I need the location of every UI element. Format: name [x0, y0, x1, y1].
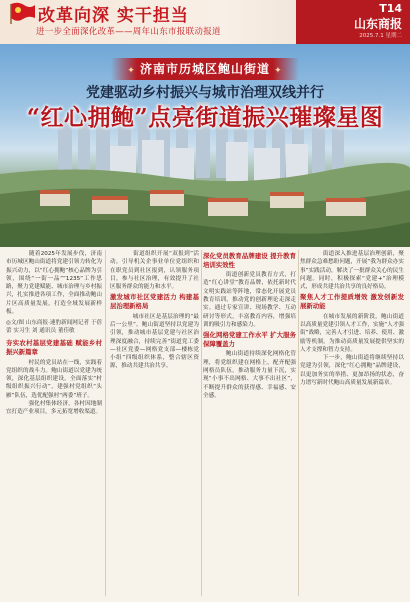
subheading: 夯实农村基层党建基础 赋能乡村振兴新篇章 — [6, 339, 102, 356]
subheading: 激发城市社区党建活力 构建基层治理新格局 — [110, 293, 199, 311]
party-flag-icon — [10, 2, 36, 24]
column-divider — [105, 250, 106, 596]
section-name: 山东商报 — [353, 17, 402, 31]
column-divider — [298, 250, 299, 596]
issue-date: 2025.7.1 星期二 — [359, 33, 402, 39]
star-icon: ✦ — [127, 66, 140, 76]
body-paragraph: 街道创新党员教育方式，打造“红心讲堂”教育品牌，依托新时代文明实践站等阵地，常态化开展党员教育培训，推动党的创新理论走深走实。通过专家宣讲、现场教学、互动研讨等形式，丰富教育内容，增强培训的吸引力和感染力。 — [203, 272, 296, 328]
body-paragraph: 村民的党员站在一线，实践着党组织的战斗力。鲍山街道以党建为统领，深化基层组织建设，全面落实“村级组织振兴行动”，建强村党组织“头雁”队伍，选优配强村“两委”班子。 — [6, 359, 102, 399]
article-kicker: 党建驱动乡村振兴与城市治理双线并行 — [86, 85, 324, 101]
subheading: 聚焦人才工作提质增效 激发创新发展新动能 — [300, 293, 404, 311]
column-divider — [201, 250, 202, 596]
byline: ◎文/图 山东商报·速豹新闻网记者 于蓓蕾 实习生 刘 通讯员 董佳敏 — [6, 320, 103, 335]
column-a — [6, 250, 102, 417]
subheading: 深化党员教育品牌建设 提升教育培训实效性 — [203, 252, 296, 269]
body-paragraph: 下一步，鲍山街道将继续坚持以党建为引领，深化“红心拥鲍”品牌建设，以更加务实的举措、更加昂扬的状态，奋力谱写新时代鲍山高质量发展新篇章。 — [300, 355, 404, 387]
location-tag — [111, 58, 299, 80]
page-header-block — [296, 0, 410, 44]
body-paragraph: 城市社区是基层治理的“最后一公里”。鲍山街道坚持以党建为引领，推动城市基层党建与社区治理深度融合，持续完善“街道党工委—社区党委—网格党支部—楼栋党小组”四级组织体系，整合辖区资源，推动共建共治共享。 — [110, 313, 199, 370]
lead-paragraph: 随着2025年发展步伐，济南市历城区鲍山街道将党建引领力转化为振兴动力，以“红心拥鲍”核心品牌为引领，围绕“一街一品”“1235”工作思路，聚力党建赋能、城市治理与乡村振兴，扎实推进各项工作，全面推动鲍山片区高质量发展，打造全域发展新样板。 — [6, 251, 102, 316]
banner-subtitle: 进一步全面深化改革——周年山东市报联动报道 — [36, 27, 221, 37]
body-paragraph: 强化村集体经济，各村因地制宜打造产业项目，多元拓宽增收渠道。 — [6, 401, 102, 416]
column-c — [203, 250, 296, 400]
body-paragraph: 街道深入推进基层治理创新，聚焦群众急难愁盼问题，开展“我为群众办实事”实践活动，解决了一批群众关心的民生问题。同时，积极探索“党建+”治理模式，形成共建共治共享的良好格局。 — [300, 251, 404, 291]
page-number: T14 — [379, 2, 402, 15]
article-headline: “红心拥鲍”点亮街道振兴璀璨星图 — [26, 104, 384, 131]
body-paragraph: 在城市发展的新阶段，鲍山街道以高质量党建引领人才工作，实施“人才强街”战略，完善人才引进、培养、使用、激励等机制，为推动高质量发展提供坚实的人才支撑和智力支持。 — [300, 313, 404, 353]
location-tag-text: 济南市历城区鲍山街道 — [139, 62, 270, 76]
column-b — [110, 250, 199, 371]
top-banner — [0, 0, 410, 44]
column-d — [300, 250, 404, 387]
star-icon: ✦ — [270, 66, 283, 76]
body-paragraph: 街道组织开展“双报到”活动，引导机关企事业单位党组织和在职党员到社区报到，认领服务项目，参与社区治理，有效提升了社区服务群众的能力和水平。 — [110, 251, 199, 291]
subheading: 强化网格党建工作水平 扩大服务保障覆盖力 — [203, 331, 296, 348]
banner-title: 改革向深 实干担当 — [38, 6, 189, 26]
body-paragraph: 鲍山街道持续深化网格化管理，将党组织建在网格上，配齐配强网格员队伍，推动服务力量下沉，实现“小事不出网格、大事不出社区”，不断提升群众的获得感、幸福感、安全感。 — [203, 351, 296, 399]
